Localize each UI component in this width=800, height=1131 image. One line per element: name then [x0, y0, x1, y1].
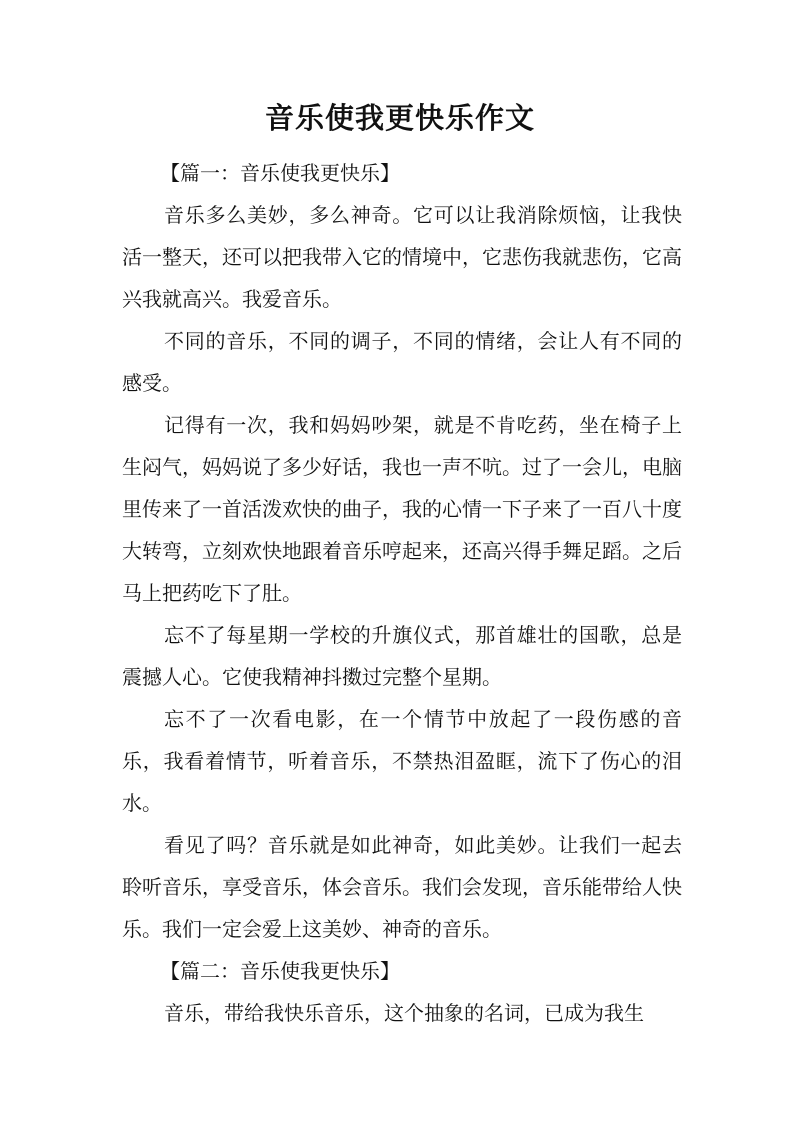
paragraph: 忘不了每星期一学校的升旗仪式，那首雄壮的国歌，总是震撼人心。它使我精神抖擞过完整个星期。	[122, 623, 682, 689]
paragraph: 看见了吗？音乐就是如此神奇，如此美妙。让我们一起去聆听音乐，享受音乐，体会音乐。我们会发现，音乐能带给人快乐。我们一定会爱上这美妙、神奇的音乐。	[122, 833, 682, 941]
paragraph: 音乐多么美妙，多么神奇。它可以让我消除烦恼，让我快活一整天，还可以把我带入它的情境中，它悲伤我就悲伤，它高兴我就高兴。我爱音乐。	[122, 203, 682, 311]
paragraph: 记得有一次，我和妈妈吵架，就是不肯吃药，坐在椅子上生闷气，妈妈说了多少好话，我也一声不吭。过了一会儿，电脑里传来了一首活泼欢快的曲子，我的心情一下子来了一百八十度大转弯，立刻欢快地跟着音乐哼起来，还高兴得手舞足蹈。之后马上把药吃下了肚。	[122, 413, 682, 605]
section-heading: 【篇二：音乐使我更快乐】	[160, 959, 400, 983]
paragraph: 不同的音乐，不同的调子，不同的情绪，会让人有不同的感受。	[122, 329, 682, 395]
paragraph: 忘不了一次看电影，在一个情节中放起了一段伤感的音乐，我看着情节，听着音乐，不禁热泪盈眶，流下了伤心的泪水。	[122, 707, 682, 815]
section-heading: 【篇一：音乐使我更快乐】	[160, 161, 400, 185]
page-title: 音乐使我更快乐作文	[264, 101, 535, 135]
paragraph: 音乐，带给我快乐音乐，这个抽象的名词，已成为我生	[164, 1001, 644, 1025]
document-body	[122, 152, 682, 1034]
